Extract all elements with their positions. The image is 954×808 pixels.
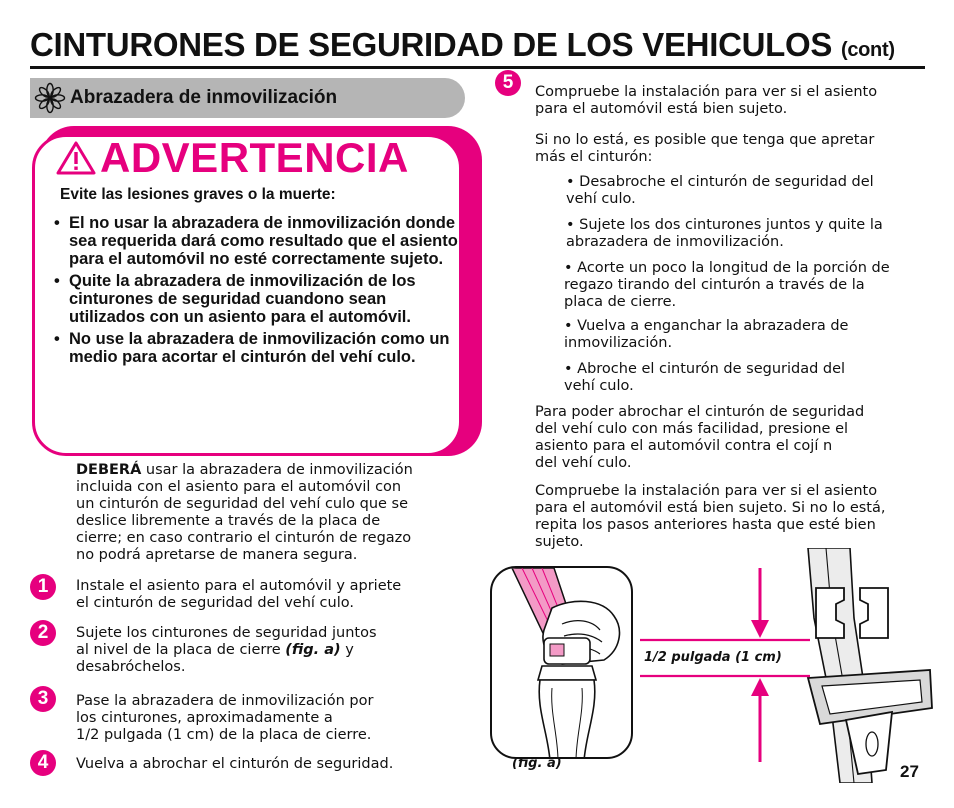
step-number: 3 xyxy=(30,686,56,712)
flower-icon xyxy=(34,82,66,114)
right-bullet: • Acorte un poco la longitud de la porción de regazo tirando del cinturón a través de la placa de cierre. xyxy=(564,260,890,310)
right-paragraph: Para poder abrochar el cinturón de seguridad del vehí culo con más facilidad, presione el asiento para el automóvil contra el cojí n del vehí culo. xyxy=(535,404,865,471)
title-rule xyxy=(30,66,925,69)
step-text-part: Sujete los cinturones de seguridad juntos al nivel de la placa de cierre xyxy=(76,625,377,658)
page-title xyxy=(30,26,895,64)
page-title-text: CINTURONES DE SEGURIDAD DE LOS VEHICULOS xyxy=(30,26,833,63)
warning-title: ADVERTENCIA xyxy=(100,134,409,181)
step-text: Instale el asiento para el automóvil y apriete el cinturón de seguridad del vehí culo. xyxy=(76,578,402,611)
figure-a-frame xyxy=(490,566,633,759)
intro-bold: DEBERÁ xyxy=(76,462,142,478)
figure-caption: (fig. a) xyxy=(512,756,562,771)
step-text: Compruebe la instalación para ver si el asiento para el automóvil está bien sujeto. xyxy=(535,84,878,117)
warning-subtitle: Evite las lesiones graves o la muerte: xyxy=(60,186,336,203)
measurement-label: 1/2 pulgada (1 cm) xyxy=(644,650,782,665)
right-bullet: • Desabroche el cinturón de seguridad del vehí culo. xyxy=(566,174,874,207)
warning-item: • No use la abrazadera de inmovilización como un medio para acortar el cinturón del vehí culo. xyxy=(54,330,464,366)
right-bullet: • Vuelva a enganchar la abrazadera de inmovilización. xyxy=(564,318,849,351)
step-number: 4 xyxy=(30,750,56,776)
intro-paragraph xyxy=(76,462,476,564)
right-bullet: • Sujete los dos cinturones juntos y quite la abrazadera de inmovilización. xyxy=(566,217,883,250)
figure-reference: (fig. a) xyxy=(285,642,341,658)
step-number: 5 xyxy=(495,70,521,96)
clip-placement-diagram xyxy=(640,548,940,783)
step-text: Pase la abrazadera de inmovilización por los cinturones, aproximadamente a 1/2 pulgada (1 cm) de la placa de cierre. xyxy=(76,693,374,743)
section-header xyxy=(30,78,465,118)
step-text xyxy=(76,625,476,676)
step-text: Vuelva a abrochar el cinturón de seguridad. xyxy=(76,756,394,772)
right-bullet: • Abroche el cinturón de seguridad del vehí culo. xyxy=(564,361,846,394)
step-text-part: y desabróchelos. xyxy=(76,642,354,675)
intro-text: usar la abrazadera de inmovilización incluida con el asiento para el automóvil con un cinturón de seguridad del vehí culo que se deslice libremente a través de la placa de cierre; en caso contrario el cinturón de regazo no podrá apretarse de manera segura. xyxy=(76,462,413,563)
page-title-suffix: (cont) xyxy=(840,39,895,61)
warning-triangle-icon xyxy=(56,140,96,176)
step-number: 2 xyxy=(30,620,56,646)
page-number: 27 xyxy=(900,762,919,781)
right-paragraph: Compruebe la instalación para ver si el asiento para el automóvil está bien sujeto. Si no lo está, repita los pasos anteriores hasta que esté bien sujeto. xyxy=(535,483,886,550)
warning-item: • Quite la abrazadera de inmovilización de los cinturones de seguridad cuandono sean utilizados con un asiento para el automóvil. xyxy=(54,272,464,326)
right-paragraph: Si no lo está, es posible que tenga que apretar más el cinturón: xyxy=(535,132,875,165)
section-label: Abrazadera de inmovilización xyxy=(70,87,338,108)
warning-item: • El no usar la abrazadera de inmovilización donde sea requerida dará como resultado que el asiento para el automóvil no esté correctamente sujeto. xyxy=(54,214,464,268)
step-number: 1 xyxy=(30,574,56,600)
figure-a-illustration xyxy=(492,568,633,759)
warning-list xyxy=(54,214,464,370)
